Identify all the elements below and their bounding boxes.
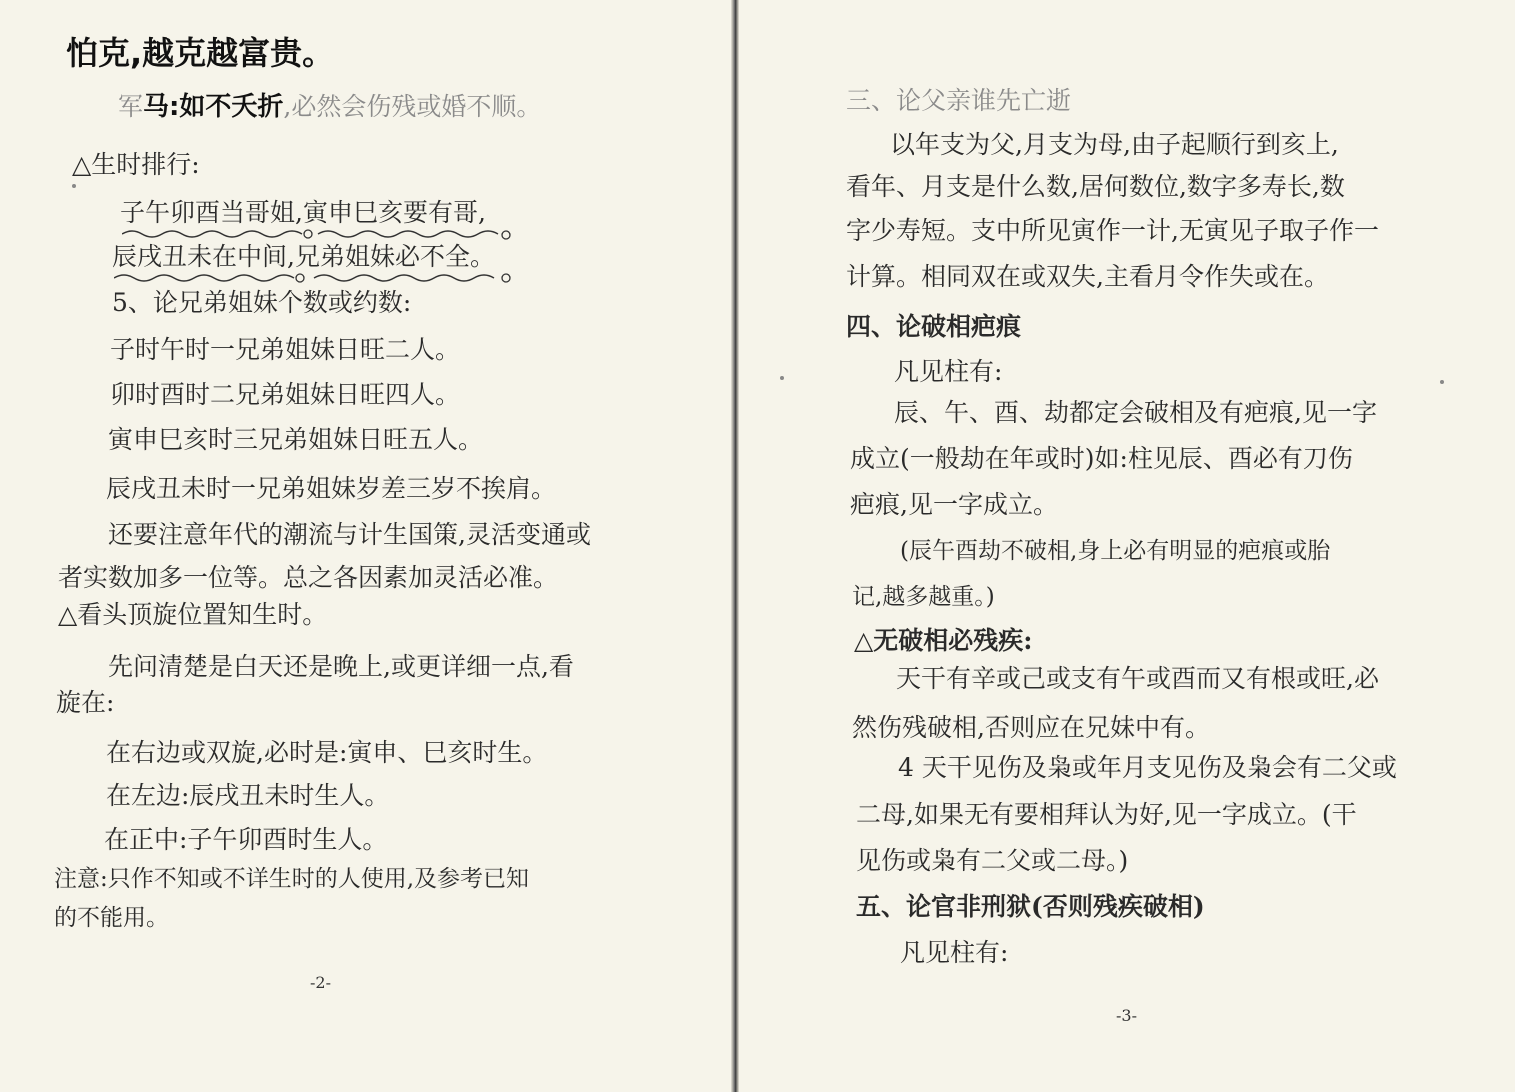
right-page	[740, 0, 1515, 1092]
siblings-line-4: 辰戌丑未时一兄弟姐妹岁差三岁不挨肩。	[106, 474, 557, 503]
verse-line-2	[112, 242, 495, 272]
scars-note-1: (辰午酉劫不破相,身上必有明显的疤痕或胎	[900, 538, 1331, 564]
whorl-right: 在右边或双旋,必时是:寅申、巳亥时生。	[106, 738, 548, 767]
heading-scars: 四、论破相疤痕	[846, 312, 1022, 341]
scan-speck	[72, 184, 76, 188]
whorl-intro-2: 旋在:	[56, 688, 115, 717]
whorl-left: 在左边:辰戌丑未时生人。	[106, 781, 390, 810]
heading-parents-death: 三、论父亲谁先亡逝	[846, 86, 1072, 115]
scars-line-3: 疤痕,见一字成立。	[850, 490, 1058, 519]
handwritten-note: 怕克,越克越富贵。	[66, 34, 335, 72]
heading-lawsuit: 五、论官非刑狱(否则残疾破相)	[856, 892, 1205, 921]
scan-speck	[780, 376, 784, 380]
scars-line-2: 成立(一般劫在年或时)如:柱见辰、酉必有刀伤	[850, 444, 1353, 473]
left-page	[0, 0, 730, 1092]
line-army-rest: ,必然会伤残或婚不顺。	[283, 92, 542, 121]
caution-line-2: 的不能用。	[54, 905, 169, 931]
two-parents-line-1: 4 天干见伤及枭或年月支见伤及枭会有二父或	[898, 753, 1397, 782]
book-gutter	[731, 0, 739, 1092]
underline-wave-2	[114, 272, 514, 286]
parents-line-2: 看年、月支是什么数,居何数位,数字多寿长,数	[846, 172, 1345, 201]
parents-line-3: 字少寿短。支中所见寅作一计,无寅见子取子作一	[846, 216, 1379, 245]
verse-2a: 辰戌丑未在中间,	[112, 242, 295, 271]
line-army-prefix: 军	[118, 92, 144, 121]
page-number-left: -2-	[310, 973, 331, 992]
note-line-1: 还要注意年代的潮流与计生国策,灵活变通或	[108, 520, 591, 549]
parents-line-4: 计算。相同双在或双失,主看月令作失或在。	[846, 262, 1329, 291]
whorl-intro-1: 先问清楚是白天还是晚上,或更详细一点,看	[108, 652, 574, 681]
two-parents-line-2: 二母,如果无有要相拜认为好,见一字成立。(干	[856, 800, 1357, 829]
verse-1b: 寅申巳亥要有哥,	[302, 198, 486, 227]
page-number-right: -3-	[1116, 1006, 1137, 1025]
scan-speck	[1440, 380, 1444, 384]
parents-line-1: 以年支为父,月支为母,由子起顺行到亥上,	[890, 130, 1339, 159]
line-army-horse	[118, 92, 541, 122]
line-army-handwritten: 马:如不夭折	[143, 92, 284, 122]
siblings-line-3: 寅申巳亥时三兄弟姐妹日旺五人。	[108, 425, 484, 454]
scars-note-2: 记,越多越重。)	[852, 584, 995, 610]
siblings-line-2: 卯时酉时二兄弟姐妹日旺四人。	[110, 380, 461, 409]
scars-line-1: 辰、午、酉、劫都定会破相及有疤痕,见一字	[894, 398, 1377, 427]
verse-2b: 兄弟姐妹必不全。	[294, 242, 495, 271]
heading-siblings-count: 5、论兄弟姐妹个数或约数:	[112, 288, 412, 317]
two-parents-line-3: 见伤或枭有二父或二母。)	[856, 846, 1129, 875]
lawsuit-intro: 凡见柱有:	[900, 938, 1009, 967]
verse-line-1	[120, 198, 486, 228]
heading-birth-order: △生时排行:	[72, 150, 200, 179]
verse-1a: 子午卯酉当哥姐,	[120, 198, 303, 227]
heading-disability: △无破相必残疾:	[854, 626, 1033, 655]
underline-wave-1	[122, 228, 514, 242]
disability-line-2: 然伤残破相,否则应在兄妹中有。	[852, 713, 1210, 742]
caution-line-1: 注意:只作不知或不详生时的人使用,及参考已知	[54, 866, 530, 892]
siblings-line-1: 子时午时一兄弟姐妹日旺二人。	[110, 335, 461, 364]
whorl-center: 在正中:子午卯酉时生人。	[104, 825, 388, 854]
note-line-2: 者实数加多一位等。总之各因素加灵活必准。	[58, 563, 559, 592]
scars-intro: 凡见柱有:	[894, 357, 1003, 386]
heading-head-whorl: △看头顶旋位置知生时。	[58, 600, 328, 629]
disability-line-1: 天干有辛或己或支有午或酉而又有根或旺,必	[896, 664, 1379, 693]
